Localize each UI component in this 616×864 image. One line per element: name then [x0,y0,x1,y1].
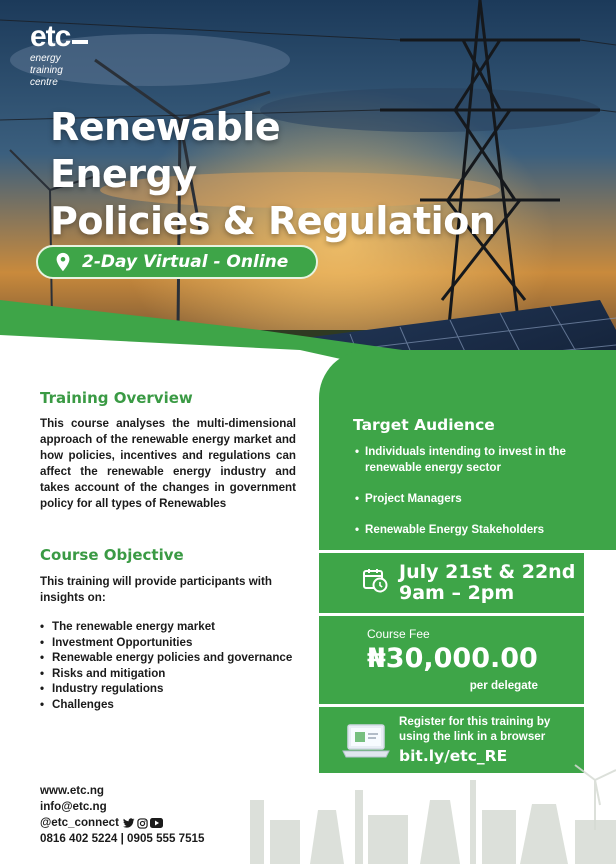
email-link[interactable]: info@etc.ng [40,800,107,813]
schedule-dates: July 21st & 22nd [399,561,576,583]
youtube-icon[interactable] [150,818,163,828]
page-title [50,104,495,245]
target-audience-list [355,444,605,553]
objective-intro: This training will provide participants with insights on: [40,575,272,604]
fee-unit: per delegate [469,679,538,692]
list-item: • Renewable energy policies and governance [40,650,320,666]
contact-block [40,783,204,847]
register-text: Register for this training by using the link in a browser [399,715,551,743]
list-item: • Investment Opportunities [40,635,320,651]
list-item: • Project Managers [355,491,605,507]
list-item: • Risks and mitigation [40,666,320,682]
list-item: • Challenges [40,697,320,713]
social-handle[interactable]: @etc_connect [40,816,119,829]
title-line-3: Policies & Regulation [50,199,496,243]
logo-tagline-2: training [30,65,63,76]
fee-panel [319,616,584,704]
register-panel [319,707,584,773]
list-item: • The renewable energy market [40,619,320,635]
laptop-icon [341,723,391,761]
schedule-panel [319,553,584,613]
fee-label: Course Fee [367,627,430,641]
location-pin-icon [52,251,74,273]
list-item: • Individuals intending to invest in the renewable energy sector [355,444,605,476]
objective-list [40,619,320,713]
website-link[interactable]: www.etc.ng [40,784,104,797]
overview-text: This course analyses the multi-dimensional approach of the renewable energy market and how policies, incentives and regulations can affect the renewable energy industry and takes account of the changes in government policy for all types of Renewables [40,417,296,510]
logo-tagline-1: energy [30,53,61,64]
twitter-icon[interactable] [123,818,135,829]
social-row [40,815,204,831]
format-badge [36,245,318,279]
target-audience-panel [319,350,616,550]
schedule-time: 9am – 2pm [399,582,515,604]
etc-logo [30,22,88,88]
list-item: • Industry regulations [40,681,320,697]
logo-tagline-3: centre [30,77,58,88]
instagram-icon[interactable] [137,818,148,829]
register-link[interactable]: bit.ly/etc_RE [399,747,508,765]
list-item: • Renewable Energy Stakeholders [355,522,605,538]
overview-heading: Training Overview [40,389,193,407]
objective-heading: Course Objective [40,546,184,564]
fee-amount: ₦30,000.00 [367,643,538,674]
logo-wordmark: etc [30,20,71,53]
format-label: 2-Day Virtual - Online [82,252,289,272]
calendar-clock-icon [362,567,388,593]
phone-numbers[interactable]: 0816 402 5224 | 0905 555 7515 [40,832,205,845]
title-line-2: Energy [50,152,197,196]
target-audience-heading: Target Audience [353,416,495,434]
title-line-1: Renewable [50,105,281,149]
